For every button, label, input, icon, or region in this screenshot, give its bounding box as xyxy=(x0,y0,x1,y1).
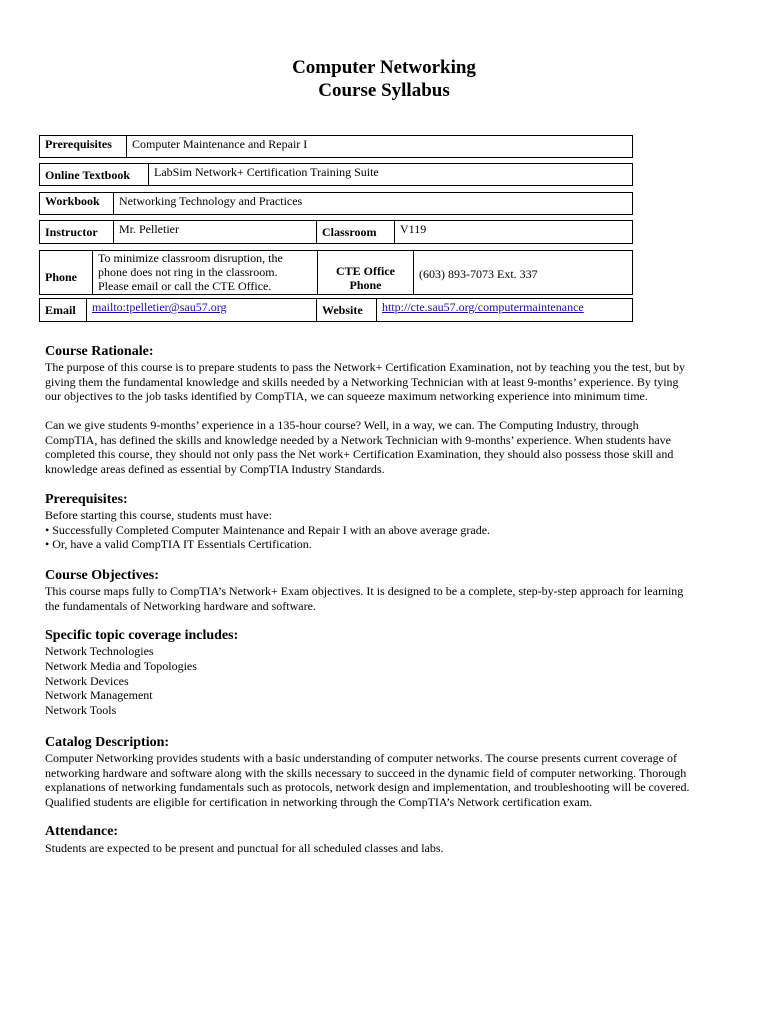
text-line: networking hardware and software along with the skills necessary to succeed in the dynamic field of computer networking. Thorough xyxy=(45,765,687,780)
classroom-value: V119 xyxy=(394,221,632,243)
prerequisites-heading: Prerequisites: xyxy=(45,492,128,507)
text-line: giving them the fundamental knowledge and skills needed by a Networking Technician with at least 9-months’ experience. By tying xyxy=(45,374,679,389)
topic-item: Network Media and Topologies xyxy=(45,658,197,673)
document-title: Computer Networking xyxy=(292,57,476,78)
topics-heading: Specific topic coverage includes: xyxy=(45,628,239,643)
email-row xyxy=(39,298,633,322)
workbook-row xyxy=(39,192,633,215)
text-line: knowledge areas defined as essential by CompTIA Industry Standards. xyxy=(45,461,385,476)
text-line: the fundamentals of Networking hardware and software. xyxy=(45,598,316,613)
phone-value-line: phone does not ring in the classroom. xyxy=(98,265,278,279)
instructor-value: Mr. Pelletier xyxy=(113,221,316,243)
phone-row xyxy=(39,250,633,295)
instructor-label: Instructor xyxy=(45,225,98,239)
catalog-text xyxy=(45,751,725,809)
text-line: Before starting this course, students must have: xyxy=(45,508,272,522)
cte-phone-label xyxy=(317,251,413,294)
topic-item: Network Technologies xyxy=(45,644,154,658)
rationale-paragraph-1 xyxy=(45,360,725,404)
textbook-label: Online Textbook xyxy=(45,167,131,182)
bullet-item: • Or, have a valid CompTIA IT Essentials Certification. xyxy=(45,537,312,551)
cte-phone-label-line: CTE Office xyxy=(336,264,395,278)
topics-list xyxy=(45,644,725,718)
text-line: our objectives to the job tasks identified by CompTIA, we can squeeze maximum networking experience into minimum time. xyxy=(45,389,648,403)
objectives-heading: Course Objectives: xyxy=(45,568,159,583)
workbook-label: Workbook xyxy=(45,194,100,208)
website-label: Website xyxy=(316,299,376,321)
text-line: Can we give students 9-months’ experience in a 135-hour course? Well, in a way, we can. The Computing Industry, through xyxy=(45,418,639,432)
workbook-value: Networking Technology and Practices xyxy=(113,193,632,214)
document-subtitle: Course Syllabus xyxy=(318,80,450,101)
rationale-heading: Course Rationale: xyxy=(45,344,154,359)
textbook-row xyxy=(39,163,633,186)
phone-label: Phone xyxy=(45,270,78,284)
classroom-label: Classroom xyxy=(316,221,394,243)
objectives-text xyxy=(45,584,725,613)
prerequisites-text xyxy=(45,508,725,552)
phone-value xyxy=(92,251,317,294)
email-cell xyxy=(86,299,316,321)
topic-item: Network Management xyxy=(45,688,153,703)
rationale-paragraph-2 xyxy=(45,418,725,476)
attendance-heading: Attendance: xyxy=(45,824,119,839)
cte-phone-label-line: Phone xyxy=(349,278,382,292)
phone-value-line: To minimize classroom disruption, the xyxy=(98,251,283,265)
topic-item: Network Tools xyxy=(45,703,117,718)
text-line: Qualified students are eligible for certification in networking through the CompTIA’s Network certification exam. xyxy=(45,794,593,809)
text-line: CompTIA, has defined the skills and knowledge needed by a Network Technician with 9-months’ experience. When students have xyxy=(45,432,671,447)
prerequisites-row xyxy=(39,135,633,158)
textbook-value: LabSim Network+ Certification Training Suite xyxy=(148,164,632,185)
email-link[interactable]: mailto:tpelletier@sau57.org xyxy=(92,300,227,314)
website-cell xyxy=(376,299,632,321)
cte-phone-value: (603) 893-7073 Ext. 337 xyxy=(413,251,632,294)
text-line: completed this course, they should not only pass the Net work+ Certification Examination, they should also possess those skill and xyxy=(45,447,674,461)
prerequisites-label: Prerequisites xyxy=(45,137,112,151)
instructor-row xyxy=(39,220,633,244)
phone-value-line: Please email or call the CTE Office. xyxy=(98,279,272,293)
text-line: Computer Networking provides students with a basic understanding of computer networks. The course presents current coverage of xyxy=(45,751,677,765)
attendance-text xyxy=(45,841,725,856)
catalog-heading: Catalog Description: xyxy=(45,735,170,750)
topic-item: Network Devices xyxy=(45,673,129,688)
website-link[interactable]: http://cte.sau57.org/computermaintenance xyxy=(382,300,584,314)
text-line: This course maps fully to CompTIA’s Network+ Exam objectives. It is designed to be a complete, step-by-step approach for learning xyxy=(45,584,684,598)
text-line: explanations of networking fundamentals such as protocols, network design and implementation, and troubleshooting will be covered. xyxy=(45,780,690,794)
text-line: The purpose of this course is to prepare students to pass the Network+ Certification Examination, not by teaching you the test, but by xyxy=(45,360,685,374)
prerequisites-value: Computer Maintenance and Repair I xyxy=(126,136,632,157)
text-line: Students are expected to be present and punctual for all scheduled classes and labs. xyxy=(45,841,444,855)
email-label: Email xyxy=(45,303,76,317)
bullet-item: • Successfully Completed Computer Maintenance and Repair I with an above average grade. xyxy=(45,522,491,537)
